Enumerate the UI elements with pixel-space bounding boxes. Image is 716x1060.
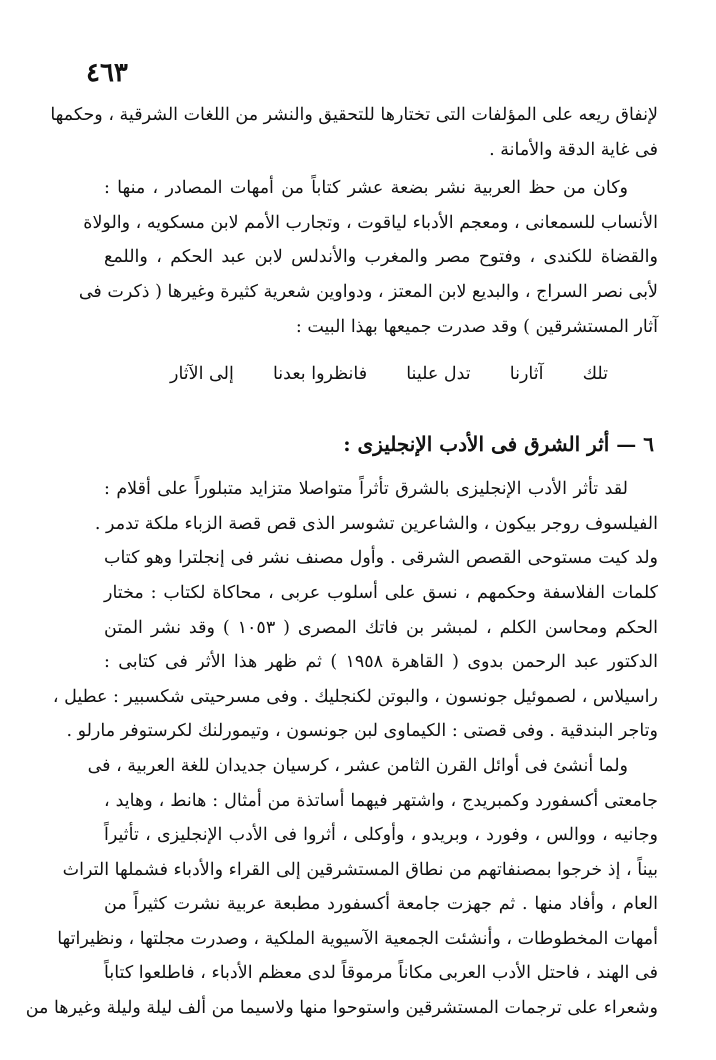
text-line: العام ، وأفاد منها . ثم جهزت جامعة أكسفورد مطبعة عربية نشرت كثيراً من [104, 894, 658, 915]
body-text [25, 98, 658, 1026]
text-line: وشعراء على ترجمات المستشرقين واستوحوا منها ولاسيما من ألف ليلة وليلة وغيرها من [25, 998, 658, 1019]
text-line: آثار المستشرقين ) وقد صدرت جميعها بهذا البيت : [295, 316, 658, 337]
text-line: والقضاة للكندى ، وفتوح مصر والمغرب والأندلس لابن عبد الحكم ، واللمع [104, 247, 658, 268]
text-line: راسيلاس ، لصموئيل جونسون ، والبوتن لكنجليك . وفى مسرحيتى شكسبير : عطيل ، [52, 686, 658, 707]
text-line: لقد تأثر الأدب الإنجليزى بالشرق تأثراً متواصلا متزايد متبلوراً على أقلام : [104, 479, 628, 500]
paragraph-4 [25, 749, 658, 1026]
text-line: الدكتور عبد الرحمن بدوى ( القاهرة ١٩٥٨ ) ثم ظهر هذا الأثر فى كتابى : [104, 652, 658, 673]
verse-word: آثارنا [509, 364, 544, 385]
text-line: ولد كيت مستوحى القصص الشرقى . وأول مصنف نشر فى إنجلترا وهو كتاب [104, 548, 658, 569]
text-line: فى الهند ، فاحتل الأدب العربى مكاناً مرموقاً لدى معظم الأدباء ، فاطلعوا كتاباً [104, 963, 658, 984]
text-line: فى غاية الدقة والأمانة . [489, 139, 658, 160]
paragraph-1 [50, 98, 658, 167]
poetry-verse [104, 348, 658, 400]
verse-word: فانظروا بعدنا [272, 364, 368, 385]
text-line: لأبى نصر السراج ، والبديع لابن المعتز ، ودواوين شعرية كثيرة وغيرها ( ذكرت فى [78, 281, 658, 302]
text-line: الحكم ومحاسن الكلم ، لمبشر بن فاتك المصرى ( ١٠٥٣ ) وقد نشر المتن [104, 617, 658, 638]
text-line: لإنفاق ريعه على المؤلفات التى تختارها للتحقيق والنشر من اللغات الشرقية ، وحكمها [50, 105, 658, 125]
text-line: ولما أنشئ فى أوائل القرن الثامن عشر ، كرسيان جديدان للغة العربية ، فى [87, 755, 628, 776]
text-line: وجانيه ، ووالس ، وفورد ، وبريدو ، وأوكلى ، أثروا فى الأدب الإنجليزى ، تأثيراً [104, 825, 658, 846]
text-line: وتاجر البندقية . وفى قصتى : الكيماوى لبن جونسون ، وتيمورلنك لكرستوفر مارلو . [66, 721, 658, 742]
text-line: أمهات المخطوطات ، وأنشئت الجمعية الآسيوية الملكية ، وصدرت مجلتها ، ونظيراتها [57, 928, 658, 949]
page-number: ٤٦٣ [86, 58, 128, 88]
verse-word: تدل علينا [406, 364, 471, 385]
text-line: وكان من حظ العربية نشر بضعة عشر كتاباً من أمهات المصادر ، منها : [104, 178, 628, 199]
text-line: الأنساب للسمعانى ، ومعجم الأدباء لياقوت ، وتجارب الأمم لابن مسكويه ، والولاة [83, 212, 658, 233]
paragraph-2 [78, 171, 658, 344]
paragraph-3 [52, 472, 658, 749]
text-line: كلمات الفلاسفة وحكمهم ، نسق على أسلوب عربى ، محاكاة لكتاب : مختار [104, 582, 658, 603]
text-line: بيناً ، إذ خرجوا بمصنفاتهم من نطاق المستشرقين إلى القراء والأدباء فشملها التراث [62, 859, 658, 880]
text-line: الفيلسوف روجر بيكون ، والشاعرين تشوسر الذى قص قصة الزباء ملكة تدمر . [94, 513, 658, 534]
section-heading: ٦ — أثر الشرق فى الأدب الإنجليزى : [343, 432, 654, 457]
text-line: جامعتى أكسفورد وكمبريدج ، واشتهر فيهما أساتذة من أمثال : هانط ، وهايد ، [104, 790, 658, 811]
verse-word: تلك [582, 364, 608, 385]
verse-word: إلى الآثار [170, 364, 234, 385]
